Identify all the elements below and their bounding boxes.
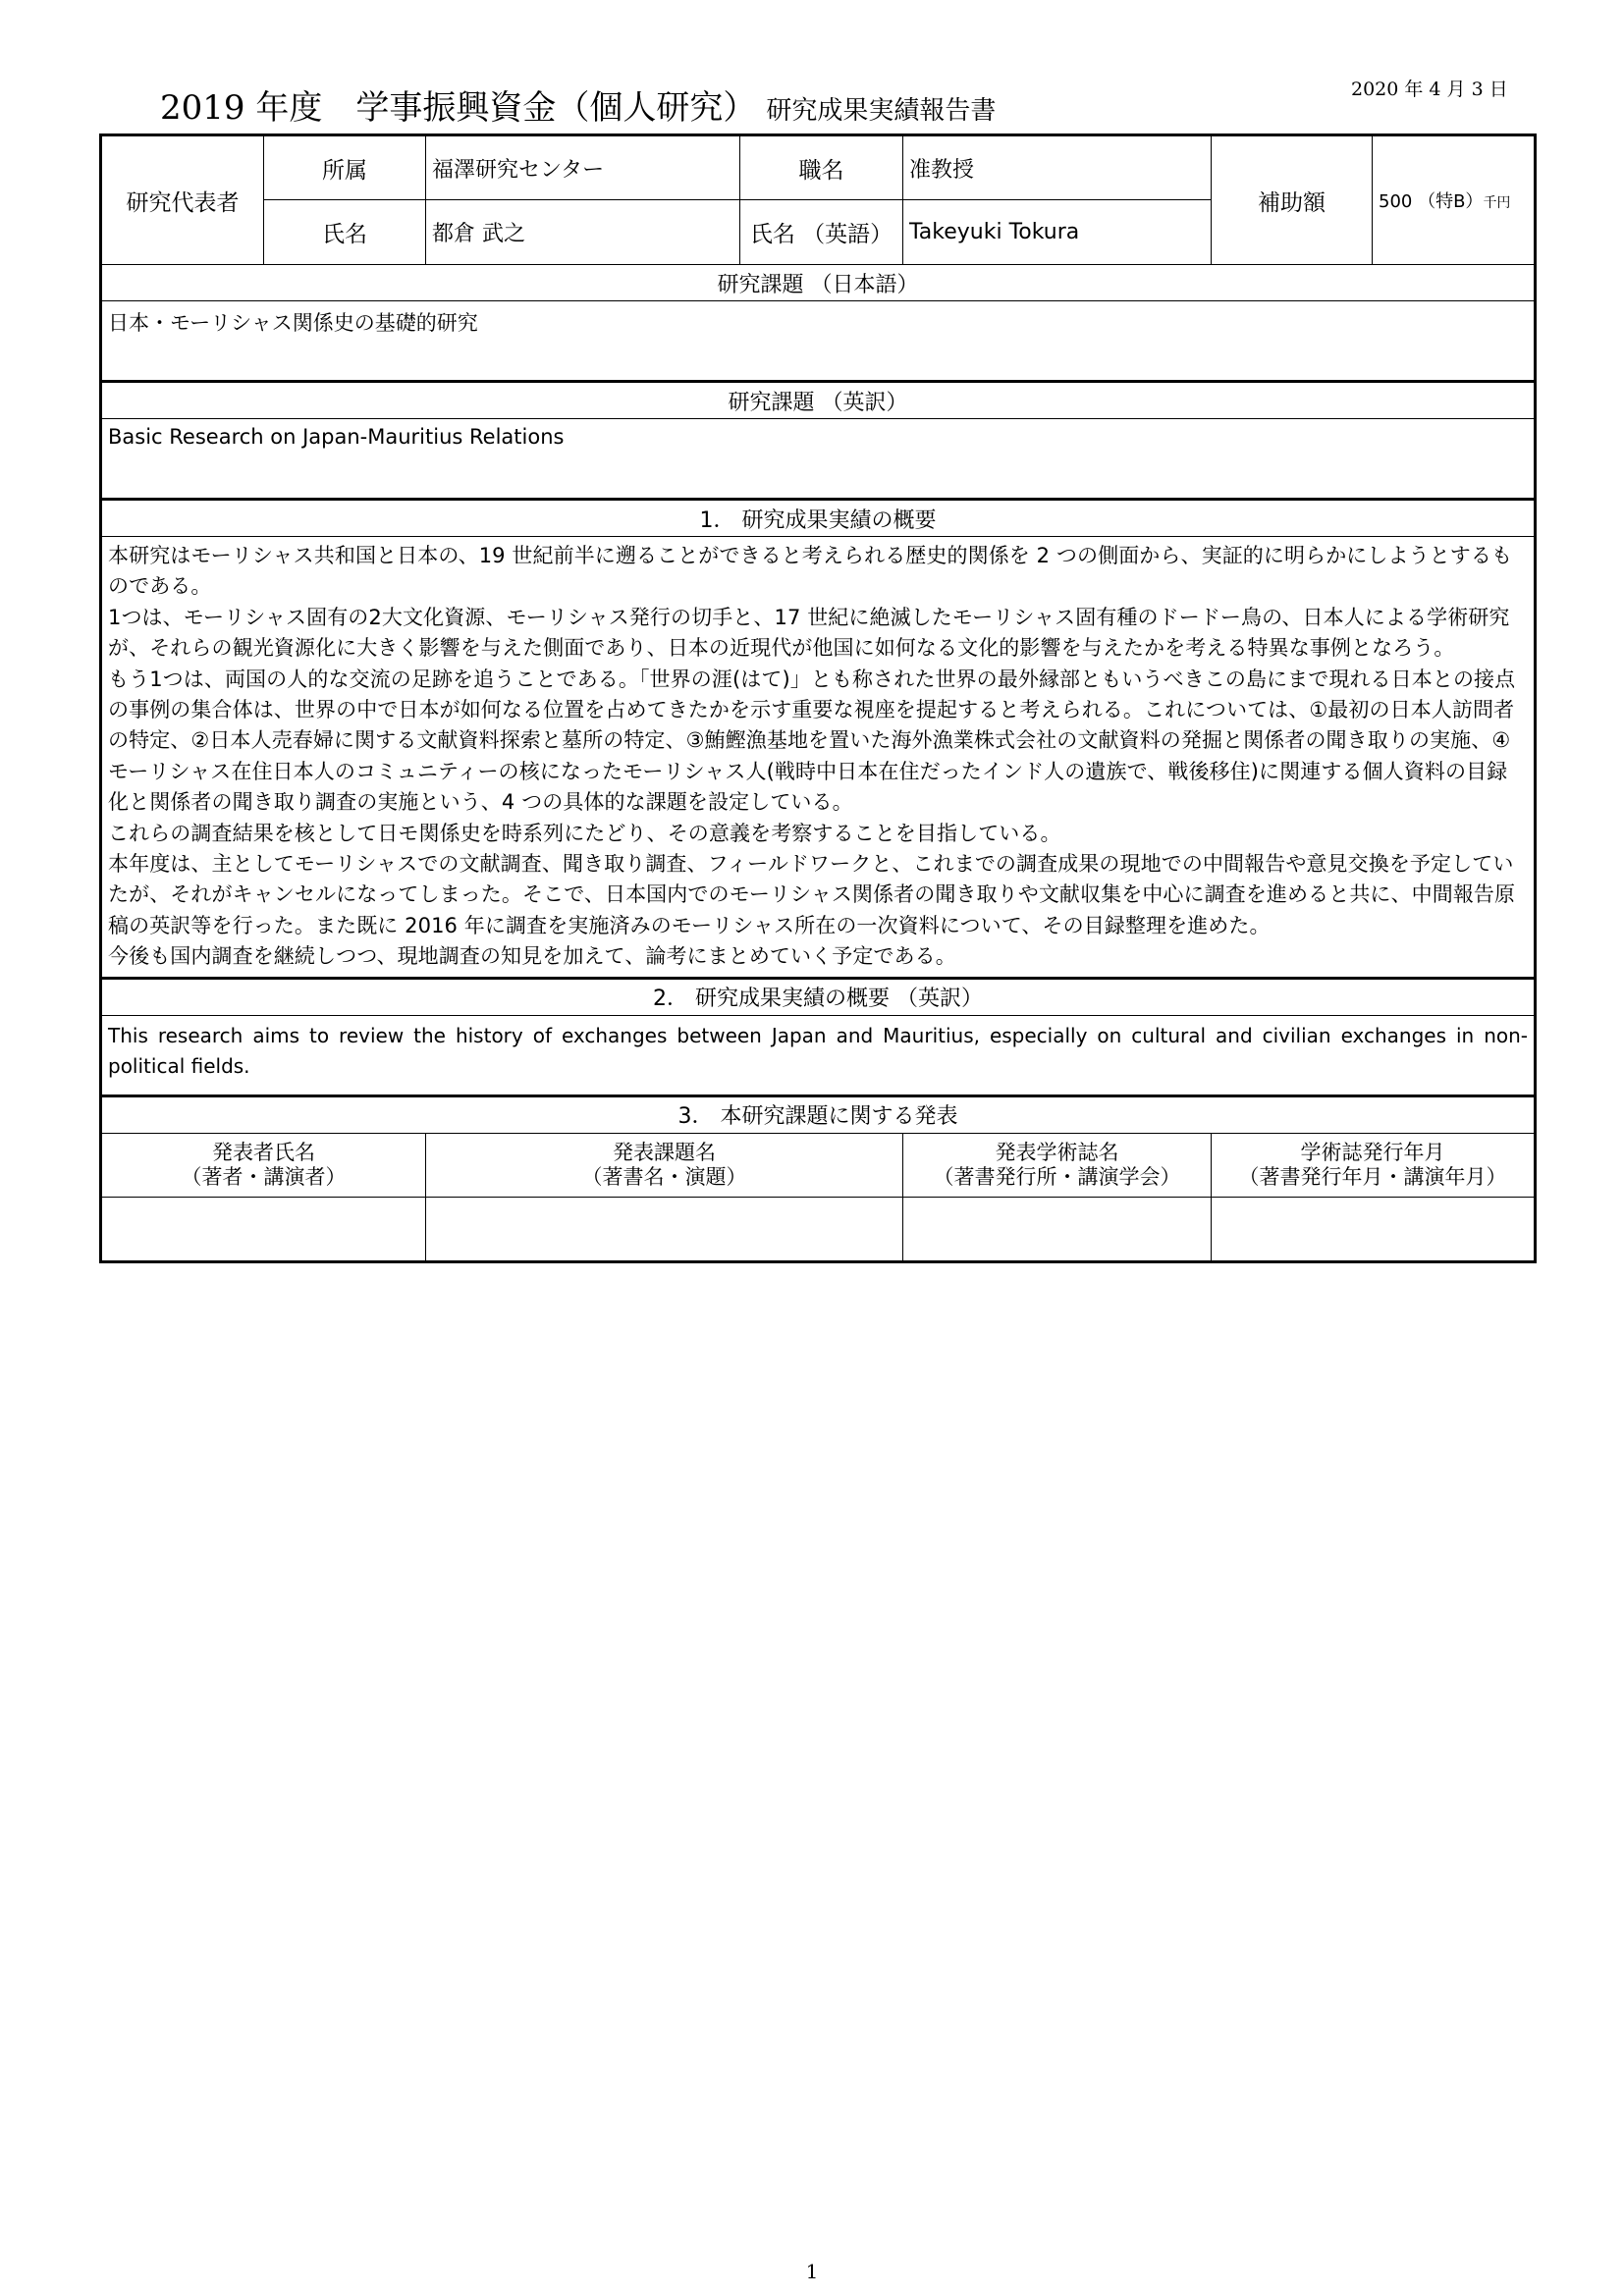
- title-subtitle: 研究成果実績報告書: [766, 96, 997, 126]
- summary-en-heading: 2． 研究成果実績の概要 （英訳）: [101, 978, 1536, 1015]
- pub-col-title-line2: （著書名・演題）: [581, 1164, 747, 1189]
- summary-paragraph: これらの調査結果を核として日モ関係史を時系列にたどり、その意義を考察することを目指している。: [108, 821, 1061, 845]
- pub-col-presenter-line2: （著者・講演者）: [181, 1164, 347, 1189]
- grant-label: 補助額: [1212, 135, 1373, 265]
- affiliation-value: 福澤研究センター: [426, 135, 740, 200]
- summary-paragraph: 本研究はモーリシャス共和国と日本の、19 世紀前半に遡ることができると考えられる歴史的関係を 2 つの側面から、実証的に明らかにしようとするものである。: [108, 544, 1513, 599]
- pub-col-date-line1: 学術誌発行年月: [1300, 1140, 1445, 1164]
- page-number: 1: [805, 2260, 819, 2283]
- title-main-text: 2019 年度 学事振興資金（個人研究）: [160, 88, 757, 128]
- pub-col-journal-line1: 発表学術誌名: [995, 1140, 1119, 1164]
- grant-unit: 千円: [1483, 195, 1511, 211]
- pub-col-presenter-line1: 発表者氏名: [212, 1140, 315, 1164]
- pub-col-date-line2: （著書発行年月・講演年月）: [1238, 1164, 1507, 1189]
- summary-heading: 1． 研究成果実績の概要: [101, 500, 1536, 537]
- position-value: 准教授: [903, 135, 1212, 200]
- topic-en-heading: 研究課題 （英訳）: [101, 382, 1536, 419]
- affiliation-label: 所属: [264, 135, 426, 200]
- topic-jp-heading: 研究課題 （日本語）: [101, 265, 1536, 301]
- summary-body: [101, 537, 1536, 979]
- report-date: 2020 年 4 月 3 日: [1351, 79, 1508, 100]
- report-form: [99, 133, 1537, 1263]
- pub-col-journal-line2: （著書発行所・講演学会）: [933, 1164, 1181, 1189]
- position-label: 職名: [740, 135, 903, 200]
- pub-col-title: [426, 1133, 903, 1197]
- name-label: 氏名: [264, 200, 426, 265]
- summary-paragraph: 1つは、モーリシャス固有の2大文化資源、モーリシャス発行の切手と、17 世紀に絶滅したモーリシャス固有種のドードー鳥の、日本人による学術研究が、それらの観光資源化に大きく影響を与えた側面であり、日本の近現代が他国に如何なる文化的影響を与えたかを考える特異な事例となろう。: [108, 605, 1510, 661]
- pub-cell-date: [1212, 1197, 1536, 1261]
- pub-col-presenter: [101, 1133, 426, 1197]
- summary-paragraph: もう1つは、両国の人的な交流の足跡を追うことである。「世界の涯(はて)」とも称された世界の最外縁部ともいうべきこの島にまで現れる日本との接点の事例の集合体は、世界の中で日本が如何なる位置を占めてきたかを示す重要な視座を提起すると考えられる。これについては、①最初の日本人訪問者の特定、②日本人売春婦に関する文献資料探索と墓所の特定、③鮪鰹漁基地を置いた海外漁業株式会社の文献資料の発掘と関係者の聞き取りの実施、④モーリシャス在住日本人のコミュニティーの核になったモーリシャス人(戦時中日本在住だったインド人の遺族で、戦後移住)に関連する個人資料の目録化と関係者の聞き取り調査の実施という、4 つの具体的な課題を設定している。: [108, 667, 1516, 815]
- publications-heading: 3． 本研究課題に関する発表: [101, 1095, 1536, 1133]
- pub-col-date: [1212, 1133, 1536, 1197]
- grant-amount: [1373, 135, 1536, 265]
- topic-en-text: Basic Research on Japan-Mauritius Relations: [101, 419, 1536, 500]
- name-value: 都倉 武之: [426, 200, 740, 265]
- name-en-value: Takeyuki Tokura: [903, 200, 1212, 265]
- pub-col-journal: [903, 1133, 1212, 1197]
- pub-cell-presenter: [101, 1197, 426, 1261]
- summary-en-text: This research aims to review the history of exchanges between Japan and Mauritius, especially on cultural and civilian exchanges in non-political fields.: [101, 1015, 1536, 1095]
- summary-paragraph: 今後も国内調査を継続しつつ、現地調査の知見を加えて、論考にまとめていく予定である。: [108, 944, 956, 969]
- pub-col-title-line1: 発表課題名: [613, 1140, 716, 1164]
- pub-cell-title: [426, 1197, 903, 1261]
- topic-jp-text: 日本・モーリシャス関係史の基礎的研究: [101, 301, 1536, 382]
- document-title: [160, 80, 996, 129]
- name-en-label: 氏名 （英語）: [740, 200, 903, 265]
- researcher-role-label: 研究代表者: [101, 135, 264, 265]
- pub-cell-journal: [903, 1197, 1212, 1261]
- summary-paragraph: 本年度は、主としてモーリシャスでの文献調査、聞き取り調査、フィールドワークと、これまでの調査成果の現地での中間報告や意見交換を予定していたが、それがキャンセルになってしまった。そこで、日本国内でのモーリシャス関係者の聞き取りや文献収集を中心に調査を進めると共に、中間報告原稿の英訳等を行った。また既に 2016 年に調査を実施済みのモーリシャス所在の一次資料について、その目録整理を進めた。: [108, 852, 1516, 937]
- grant-value: 500 （特B）: [1379, 191, 1484, 212]
